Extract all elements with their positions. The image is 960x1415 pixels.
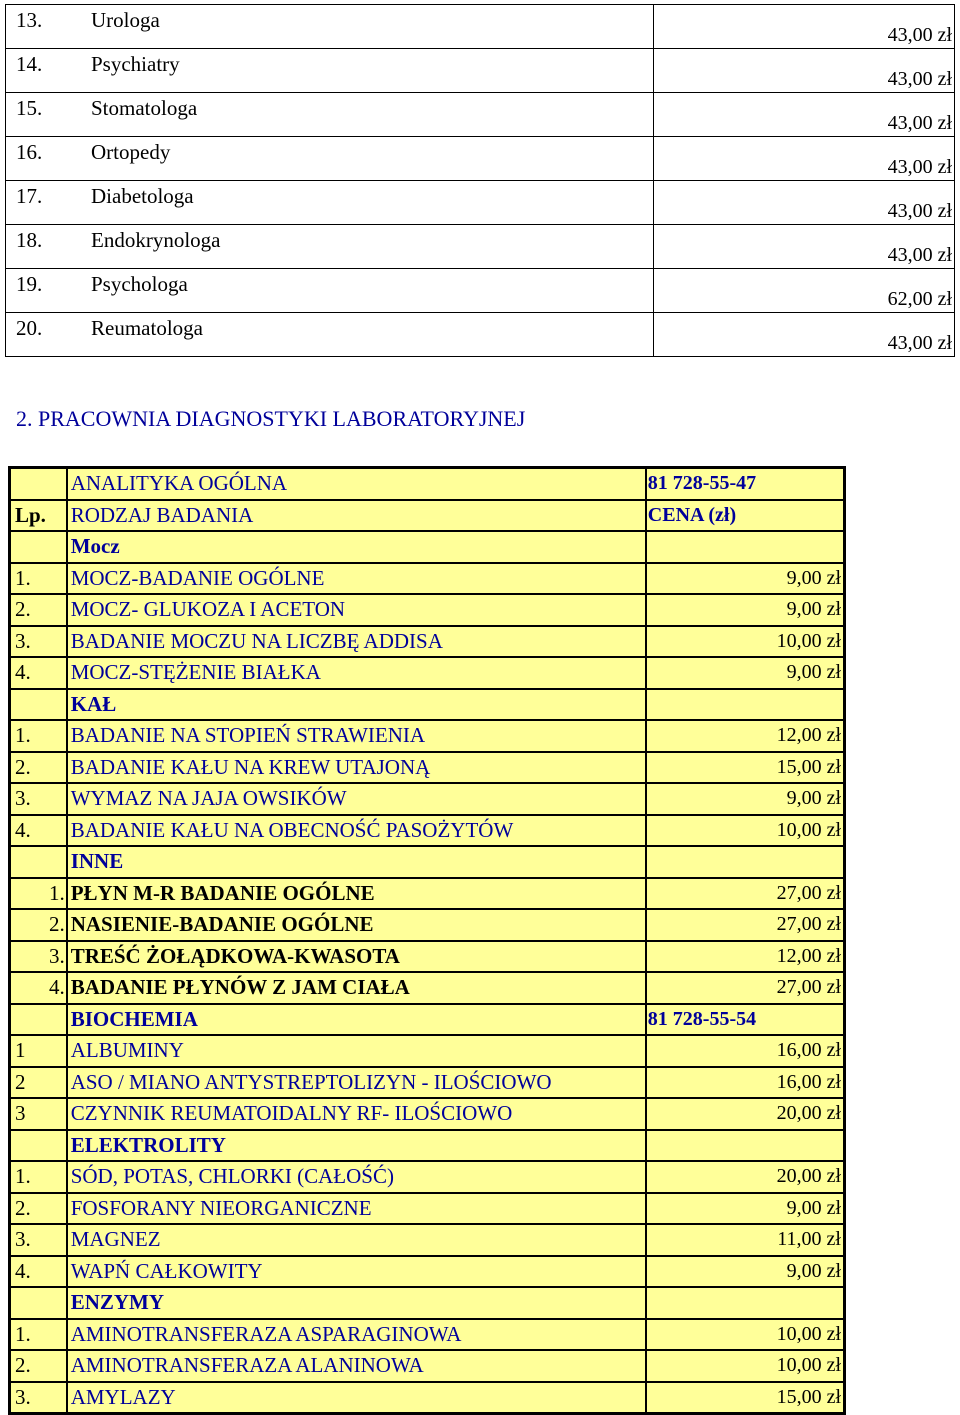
- table-row: [10, 1350, 845, 1382]
- row-number: 1.: [10, 1161, 67, 1193]
- price: 43,00 zł: [654, 93, 955, 137]
- test-name: AMINOTRANSFERAZA ALANINOWA: [67, 1350, 646, 1382]
- test-name: BADANIE NA STOPIEŃ STRAWIENIA: [67, 720, 646, 752]
- test-name: MOCZ-BADANIE OGÓLNE: [67, 563, 646, 595]
- row-number: 1.: [10, 563, 67, 595]
- subcategory-title: KAŁ: [67, 689, 646, 721]
- row-number: 1.: [10, 878, 67, 910]
- price: 12,00 zł: [646, 720, 845, 752]
- test-name: PŁYN M-R BADANIE OGÓLNE: [67, 878, 646, 910]
- price: 62,00 zł: [654, 269, 955, 313]
- test-name: TREŚĆ ŻOŁĄDKOWA-KWASOTA: [67, 941, 646, 973]
- category-header-row: [10, 468, 845, 500]
- test-name: ALBUMINY: [67, 1035, 646, 1067]
- empty-cell: [646, 1130, 845, 1162]
- specialist-name: Ortopedy: [88, 137, 654, 181]
- test-name: ASO / MIANO ANTYSTREPTOLIZYN - ILOŚCIOWO: [67, 1067, 646, 1099]
- subcategory-row: [10, 1130, 845, 1162]
- row-number: 4.: [10, 815, 67, 847]
- empty-cell: [646, 531, 845, 563]
- price: 27,00 zł: [646, 909, 845, 941]
- price: 43,00 zł: [654, 5, 955, 49]
- test-name: NASIENIE-BADANIE OGÓLNE: [67, 909, 646, 941]
- row-number: 3: [10, 1098, 67, 1130]
- subcategory-title: Mocz: [67, 531, 646, 563]
- test-name: BADANIE MOCZU NA LICZBĘ ADDISA: [67, 626, 646, 658]
- row-number: 13.: [6, 5, 89, 49]
- specialist-name: Reumatologa: [88, 313, 654, 357]
- category-header-row: [10, 1004, 845, 1036]
- price: 27,00 zł: [646, 878, 845, 910]
- row-number: 17.: [6, 181, 89, 225]
- table-row: [10, 1319, 845, 1351]
- specialist-name: Diabetologa: [88, 181, 654, 225]
- row-number: 19.: [6, 269, 89, 313]
- row-number: 3.: [10, 626, 67, 658]
- price: 9,00 zł: [646, 657, 845, 689]
- price: 9,00 zł: [646, 783, 845, 815]
- test-name: BADANIE PŁYNÓW Z JAM CIAŁA: [67, 972, 646, 1004]
- row-number: 4.: [10, 657, 67, 689]
- price: 43,00 zł: [654, 313, 955, 357]
- subcategory-title: INNE: [67, 846, 646, 878]
- price: 15,00 zł: [646, 752, 845, 784]
- table-row: [6, 93, 955, 137]
- empty-cell: [10, 846, 67, 878]
- test-name: BADANIE KAŁU NA OBECNOŚĆ PASOŻYTÓW: [67, 815, 646, 847]
- row-number: 3.: [10, 1224, 67, 1256]
- price: 43,00 zł: [654, 181, 955, 225]
- table-row: [6, 269, 955, 313]
- price: 16,00 zł: [646, 1035, 845, 1067]
- price: 15,00 zł: [646, 1382, 845, 1414]
- table-row: [10, 1256, 845, 1288]
- row-number: 16.: [6, 137, 89, 181]
- category-title: BIOCHEMIA: [67, 1004, 646, 1036]
- table-row: [10, 1035, 845, 1067]
- specialist-name: Urologa: [88, 5, 654, 49]
- price: 43,00 zł: [654, 49, 955, 93]
- row-number: 2.: [10, 1350, 67, 1382]
- price: 9,00 zł: [646, 563, 845, 595]
- test-name: WYMAZ NA JAJA OWSIKÓW: [67, 783, 646, 815]
- table-row: [6, 137, 955, 181]
- row-number: 15.: [6, 93, 89, 137]
- table-row: [10, 626, 845, 658]
- empty-cell: [646, 689, 845, 721]
- row-number: 3.: [10, 941, 67, 973]
- specialist-name: Psychologa: [88, 269, 654, 313]
- price: 11,00 zł: [646, 1224, 845, 1256]
- price: 9,00 zł: [646, 1193, 845, 1225]
- row-number: 4.: [10, 1256, 67, 1288]
- empty-cell: [10, 1287, 67, 1319]
- price: 43,00 zł: [654, 137, 955, 181]
- price: 27,00 zł: [646, 972, 845, 1004]
- subcategory-row: [10, 1287, 845, 1319]
- row-number: 1.: [10, 720, 67, 752]
- row-number: 2.: [10, 909, 67, 941]
- table-row: [6, 49, 955, 93]
- row-number: 1: [10, 1035, 67, 1067]
- phone-number: 81 728-55-54: [646, 1004, 845, 1036]
- column-header-name: RODZAJ BADANIA: [67, 500, 646, 532]
- price: 16,00 zł: [646, 1067, 845, 1099]
- table-row: [10, 1224, 845, 1256]
- table-row: [10, 1193, 845, 1225]
- price: 43,00 zł: [654, 225, 955, 269]
- table-row: [10, 783, 845, 815]
- row-number: 2.: [10, 1193, 67, 1225]
- price: 10,00 zł: [646, 815, 845, 847]
- specialist-price-table: [5, 4, 955, 357]
- test-name: FOSFORANY NIEORGANICZNE: [67, 1193, 646, 1225]
- specialist-name: Stomatologa: [88, 93, 654, 137]
- table-row: [10, 878, 845, 910]
- table-row: [10, 563, 845, 595]
- row-number: 2.: [10, 594, 67, 626]
- price: 20,00 zł: [646, 1161, 845, 1193]
- table-row: [10, 909, 845, 941]
- empty-cell: [10, 1004, 67, 1036]
- empty-cell: [646, 1287, 845, 1319]
- test-name: AMYLAZY: [67, 1382, 646, 1414]
- table-row: [6, 225, 955, 269]
- table-row: [6, 5, 955, 49]
- empty-cell: [10, 531, 67, 563]
- price: 20,00 zł: [646, 1098, 845, 1130]
- table-row: [10, 657, 845, 689]
- test-name: CZYNNIK REUMATOIDALNY RF- ILOŚCIOWO: [67, 1098, 646, 1130]
- empty-cell: [646, 846, 845, 878]
- price: 10,00 zł: [646, 1350, 845, 1382]
- table-row: [10, 941, 845, 973]
- test-name: WAPŃ CAŁKOWITY: [67, 1256, 646, 1288]
- row-number: 20.: [6, 313, 89, 357]
- subcategory-row: [10, 531, 845, 563]
- table-row: [10, 972, 845, 1004]
- row-number: 4.: [10, 972, 67, 1004]
- price: 12,00 zł: [646, 941, 845, 973]
- table-row: [6, 313, 955, 357]
- subcategory-row: [10, 689, 845, 721]
- table-row: [10, 815, 845, 847]
- table-row: [10, 720, 845, 752]
- empty-cell: [10, 468, 67, 500]
- column-header-row: [10, 500, 845, 532]
- table-row: [10, 1098, 845, 1130]
- price: 10,00 zł: [646, 1319, 845, 1351]
- test-name: AMINOTRANSFERAZA ASPARAGINOWA: [67, 1319, 646, 1351]
- subcategory-row: [10, 846, 845, 878]
- row-number: 1.: [10, 1319, 67, 1351]
- table-row: [10, 1161, 845, 1193]
- table-row: [10, 1067, 845, 1099]
- price: 9,00 zł: [646, 1256, 845, 1288]
- subcategory-title: ELEKTROLITY: [67, 1130, 646, 1162]
- row-number: 2: [10, 1067, 67, 1099]
- phone-number: 81 728-55-47: [646, 468, 845, 500]
- row-number: 18.: [6, 225, 89, 269]
- test-name: MOCZ-STĘŻENIE BIAŁKA: [67, 657, 646, 689]
- empty-cell: [10, 1130, 67, 1162]
- table-row: [6, 181, 955, 225]
- subcategory-title: ENZYMY: [67, 1287, 646, 1319]
- price: 9,00 zł: [646, 594, 845, 626]
- test-name: MAGNEZ: [67, 1224, 646, 1256]
- row-number: 3.: [10, 783, 67, 815]
- empty-cell: [10, 689, 67, 721]
- price: 10,00 zł: [646, 626, 845, 658]
- category-title: ANALITYKA OGÓLNA: [67, 468, 646, 500]
- row-number: 14.: [6, 49, 89, 93]
- specialist-name: Psychiatry: [88, 49, 654, 93]
- section-title: 2. PRACOWNIA DIAGNOSTYKI LABORATORYJNEJ: [16, 406, 526, 431]
- row-number: 2.: [10, 752, 67, 784]
- laboratory-price-table: [8, 466, 846, 1415]
- table-row: [10, 752, 845, 784]
- column-header-price: CENA (zł): [646, 500, 845, 532]
- test-name: MOCZ- GLUKOZA I ACETON: [67, 594, 646, 626]
- column-header-lp: Lp.: [10, 500, 67, 532]
- table-row: [10, 594, 845, 626]
- specialist-name: Endokrynologa: [88, 225, 654, 269]
- test-name: BADANIE KAŁU NA KREW UTAJONĄ: [67, 752, 646, 784]
- test-name: SÓD, POTAS, CHLORKI (CAŁOŚĆ): [67, 1161, 646, 1193]
- row-number: 3.: [10, 1382, 67, 1414]
